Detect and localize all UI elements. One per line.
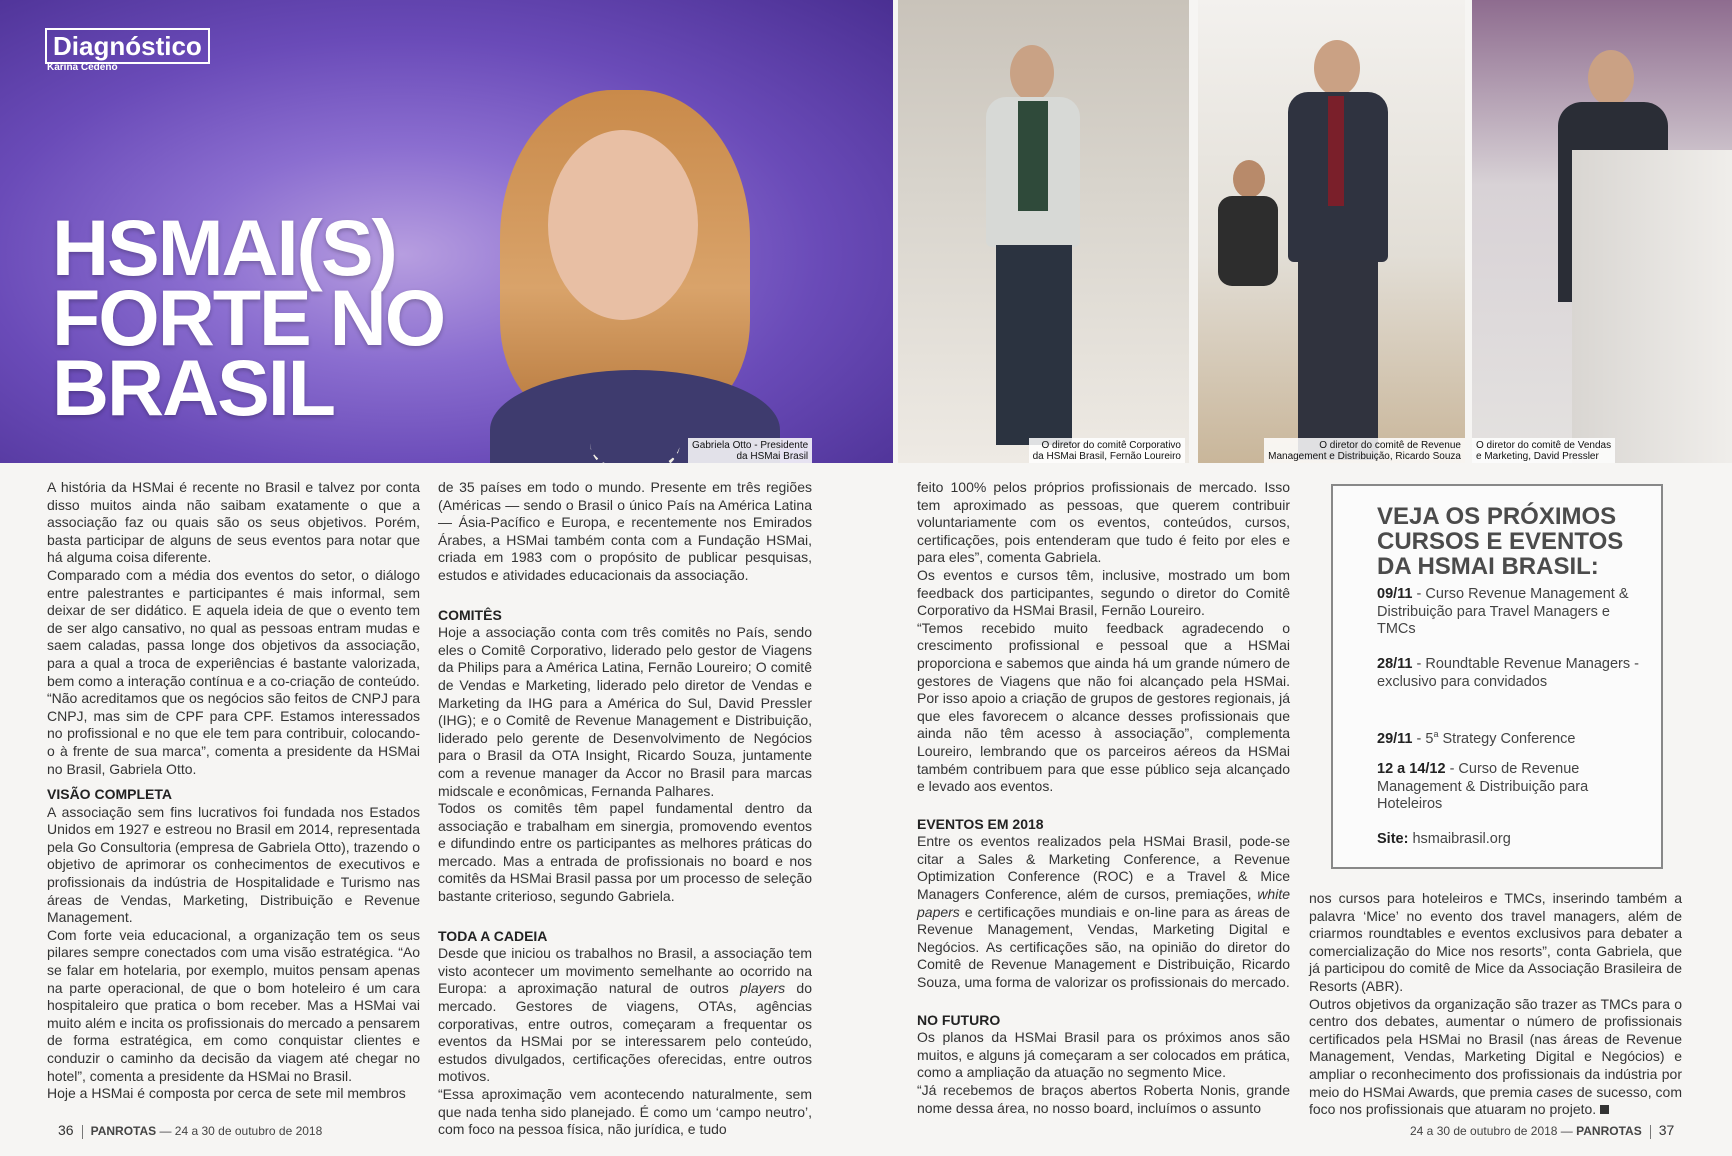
subheading-comites: COMITÊS — [438, 606, 502, 623]
event-item: 09/11 - Curso Revenue Management & Distribuição para Travel Managers e TMCs — [1377, 586, 1629, 637]
paragraph: Outros objetivos da organização são trazer as TMCs para o centro dos debates, aumentar o número de profissionais certificados pela HSMai no Brasil (nas áreas de Revenue Management, Vendas, Marketing Digital e Negócios) e ampliar o reconhecimento dos profissionais da indústria por meio do HSMai Awards, que premia cases de sucesso, com foco nos profissionais que atuaram no projeto. — [1309, 995, 1683, 1118]
lectern — [1572, 150, 1732, 463]
subheading-toda-a-cadeia: TODA A CADEIA — [438, 927, 548, 944]
footer-divider — [82, 1125, 83, 1139]
paragraph: “Já recebemos de braços abertos Roberta Nonis, grande nome dessa área, no nosso board, incluímos o assunto — [917, 1082, 1290, 1116]
site-link[interactable]: Site: hsmaibrasil.org — [1377, 831, 1511, 847]
article-column-3 — [917, 479, 1290, 1117]
paragraph: Com forte veia educacional, a organização tem os seus pilares sempre conectados com uma visão estratégica. “Ao se falar em hotelaria, por exemplo, muitos pensam apenas na parte operacional, de que o bom hoteleiro é um cara hospitaleiro que pratica o bom receber. Mas a HSMai vai muito além e incita os profissionais do mercado a pensarem de forma estratégica, em como conquistar clientes e conduzir o caminho da decisão da viagem até chegar no hotel”, comenta a presidente da HSMai no Brasil. — [47, 926, 420, 1084]
headline-line-3: BRASIL — [52, 343, 335, 432]
paragraph: nos cursos para hoteleiros e TMCs, inserindo também a palavra ‘Mice’ no evento dos travel managers, além de criarmos roundtables e eventos exclusivos para debater a comercialização do Mice nos resorts”, conta Gabriela, que já participou do comitê de Mice da Associação Brasileira de Resorts (ABR). — [1309, 890, 1682, 994]
subheading-eventos-2018: EVENTOS EM 2018 — [917, 815, 1044, 832]
paragraph: Hoje a associação conta com três comitês no País, sendo eles o Comitê Corporativo, liderado pelo gestor de Viagens da Philips para a América Latina, Fernão Loureiro; O comitê de Vendas e Marketing, liderado pelo diretor de Vendas e Marketing da IHG para a América do Sul, David Pressler (IHG); e o Comitê de Revenue Management e Distribuição, liderado pelo gerente de Desenvolvimento de Negócios para o Brasil da OTA Insight, Ricardo Souza, juntamente com a revenue manager da Accor no Brasil para marcas midscale e econômicas, Fernanda Palhares. — [438, 624, 812, 799]
page-number-left: 36 — [58, 1122, 74, 1138]
photo-pressler — [1472, 0, 1732, 463]
author-name: Karina Cedeño — [47, 62, 118, 73]
paragraph: “Essa aproximação vem acontecendo naturalmente, sem que nada tenha sido planejado. É como um ‘campo neutro’, com foco na pessoa física, não jurídica, e tudo — [438, 1086, 812, 1138]
paragraph: de 35 países em todo o mundo. Presente em três regiões (Américas — sendo o Brasil o único País na América Latina — Ásia-Pacífico e Europa, e recentemente nos Emirados Árabes, a HSMai também conta com a Fundação HSMai, criada em 1983 com o propósito de publicar pesquisas, estudos e atividades educacionais da associação. — [438, 479, 812, 583]
footer-left: 36 PANROTAS — 24 a 30 de outubro de 2018 — [58, 1122, 323, 1138]
subheading-no-futuro: NO FUTURO — [917, 1011, 1001, 1028]
gabriela-otto-figure — [470, 70, 800, 463]
headline-line-2: FORTE NO — [52, 273, 445, 362]
paragraph: feito 100% pelos próprios profissionais de mercado. Isso tem aproximado as pessoas, que querem contribuir voluntariamente com os eventos, conteúdos, cursos, certificações, pois entenderam que tudo é feito por eles e para eles”, comenta Gabriela. — [917, 479, 1290, 566]
photo-souza — [1198, 0, 1465, 463]
paragraph: Os planos da HSMai Brasil para os próximos anos são muitos, e alguns já começaram a ser colocados em prática, como a ampliação da atuação no segmento Mice. — [917, 1029, 1290, 1081]
event-item: 29/11 - 5$^a$ Strategy Conference — [1377, 729, 1576, 747]
article-column-1 — [47, 479, 420, 1103]
paragraph: A história da HSMai é recente no Brasil e talvez por conta disso muitos ainda não saibam exatamente o que a associação faz ou quais são os seus objetivos. Porém, basta participar de alguns de seus eventos para notar que há alguma coisa diferente. — [47, 479, 420, 566]
footer-right: 24 a 30 de outubro de 2018 — PANROTAS 37 — [1410, 1122, 1675, 1138]
paragraph: “Não acreditamos que os negócios são feitos de CNPJ para CNPJ, mas sim de CPF para CPF. Estamos interessados no profissional e no que ele tem para contribuir, colocando-o à frente de sua marca”, comenta a presidente da HSMai no Brasil, Gabriela Otto. — [47, 690, 420, 777]
caption-souza: O diretor do comitê de Revenue Management e Distribuição, Ricardo Souza — [1264, 438, 1465, 463]
paragraph: Comparado com a média dos eventos do setor, o diálogo entre palestrantes e participantes é mais informal, sem deixar de ser didático. E aquela ideia de que o evento tem de ser algo cansativo, no qual as pessoas entram mudas e saem caladas, passa longe dos objetivos da associação, para a qual a troca de experiências é bastante valorizada, bem como a interação contínua e a co-criação de conteúdo. — [47, 566, 420, 689]
paragraph: Entre os eventos realizados pela HSMai Brasil, pode-se citar a Sales & Marketing Conference, a Revenue Optimization Conference (ROC) e a Travel & Mice Managers Conference, além de cursos, premiações, white papers e certificações mundiais e on-line para as áreas de Revenue Management, Vendas, Marketing Digital e Negócios. As certificações são, na opinião do diretor do Comitê de Revenue Management e Distribuição, Ricardo Souza, uma forma de valorizar os profissionais do mercado. — [917, 833, 1290, 991]
headline — [52, 203, 445, 432]
paragraph: Hoje a HSMai é composta por cerca de sete mil membros — [47, 1085, 406, 1102]
end-mark-icon — [1600, 1105, 1609, 1114]
footer-divider — [1650, 1125, 1651, 1139]
paragraph: Os eventos e cursos têm, inclusive, mostrado um bom feedback dos participantes, segundo o diretor do Comitê Corporativo da HSMai Brasil, Fernão Loureiro. — [917, 566, 1290, 619]
paragraph: A associação sem fins lucrativos foi fundada nos Estados Unidos em 1927 e estreou no Brasil em 2014, representada pela Go Consultoria (empresa de Gabriela Otto), trazendo o objetivo de aprimorar os conhecimentos de executivos e profissionais da indústria de Hospitalidade e Turismo nas áreas de Vendas, Marketing, Distribuição e Revenue Management. — [47, 803, 420, 926]
box-title: VEJA OS PRÓXIMOS CURSOS E EVENTOS DA HSMAI BRASIL: — [1377, 503, 1624, 580]
souza-figure — [1278, 40, 1398, 460]
paragraph: Desde que iniciou os trabalhos no Brasil, a associação tem visto acontecer um movimento semelhante ao ocorrido na Europa: a aproximação natural de outros players do mercado. Gestores de viagens, OTAs, agências corporativas, entre outros, começaram a frequentar os eventos da HSMai por se interessarem pelo conteúdo, estudos divulgados, certificações oferecidas, entre outros motivos. — [438, 945, 812, 1085]
caption-pressler: O diretor do comitê de Vendas e Marketing, David Pressler — [1472, 438, 1615, 463]
caption-otto: Gabriela Otto - Presidente da HSMai Brasil — [688, 438, 812, 463]
subheading-visao-completa: VISÃO COMPLETA — [47, 786, 172, 803]
loureiro-figure — [968, 45, 1098, 445]
paragraph: “Temos recebido muito feedback agradecendo o crescimento profissional e pessoal que a HSMai proporciona e sabemos que ainda há um grande número de gestores de Viagens que não foi alcançado pela HSMai. Por isso apoio a criação de grupos de gestores regionais, já que eles favorecem o alcance desses profissionais que ainda não têm acesso à associação”, complementa Loureiro, lembrando que os parceiros aéreos da HSMai também contribuem para que esse público seja alcançado e levado aos eventos. — [917, 619, 1290, 795]
article-column-4 — [1309, 890, 1682, 1119]
paragraph: Todos os comitês têm papel fundamental dentro da associação e trabalham em sinergia, promovendo eventos e difundindo entre os participantes as melhores práticas do mercado. Mas a entrada de profissionais no board e nos comitês da HSMai Brasil passa por um processo de seleção bastante criterioso, segundo Gabriela. — [438, 800, 812, 905]
seated-woman-figure — [1208, 160, 1288, 340]
article-column-2 — [438, 479, 812, 1139]
caption-loureiro: O diretor do comitê Corporativo da HSMai Brasil, Fernão Loureiro — [1029, 438, 1185, 463]
section-tag: Diagnóstico — [45, 28, 210, 64]
headline-line-1: HSMAI(S) — [52, 203, 396, 292]
event-item: 12 a 14/12 - Curso de Revenue Management & Distribuição para Hoteleiros — [1377, 761, 1589, 812]
upcoming-events-box — [1331, 484, 1663, 869]
page-number-right: 37 — [1658, 1122, 1675, 1138]
photo-loureiro — [898, 0, 1189, 463]
hero-photo — [0, 0, 893, 463]
event-item: 28/11 - Roundtable Revenue Managers - exclusivo para convidados — [1377, 656, 1639, 690]
